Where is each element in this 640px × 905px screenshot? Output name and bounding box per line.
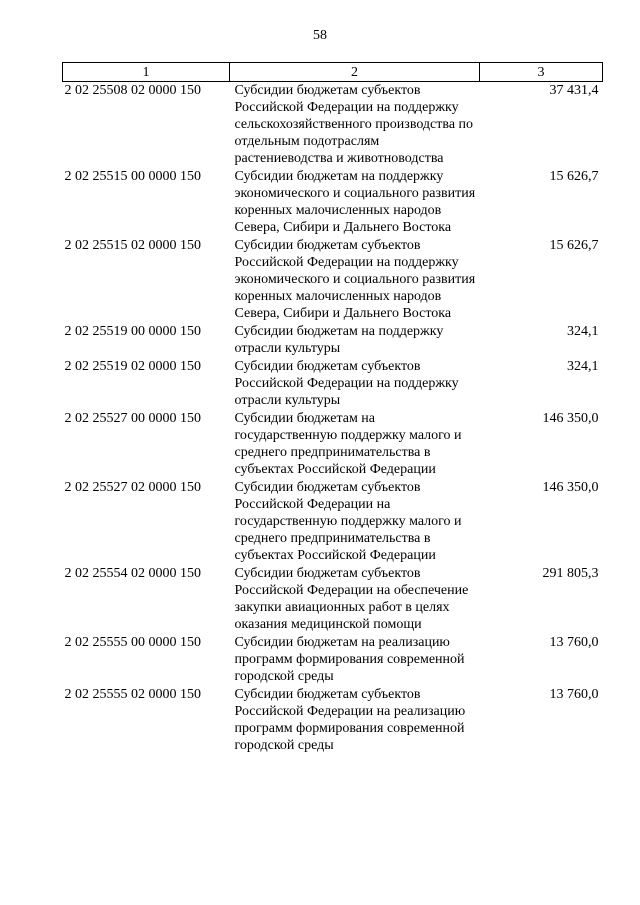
budget-code: 2 02 25554 02 0000 150: [64, 566, 201, 581]
budget-code: 2 02 25527 00 0000 150: [64, 411, 201, 426]
budget-description: Субсидии бюджетам субъектов Российской Федерации на обеспечение закупки авиационных работ в целях оказания медицинской помощи: [234, 566, 469, 632]
budget-amount: 291 805,3: [542, 566, 599, 581]
table-row: [63, 82, 603, 169]
budget-code: 2 02 25527 02 0000 150: [64, 480, 201, 495]
column-header-description: 2: [230, 63, 480, 82]
budget-amount: 15 626,7: [549, 238, 599, 253]
budget-amount: 324,1: [567, 359, 599, 374]
budget-description: Субсидии бюджетам на поддержку экономического и социального развития коренных малочисленных народов Севера, Сибири и Дальнего Востока: [234, 169, 476, 235]
budget-description: Субсидии бюджетам субъектов Российской Федерации на поддержку сельскохозяйственного производства по отдельным подотраслям растениеводства и животноводства: [234, 83, 474, 166]
table-row: [63, 168, 603, 237]
budget-code: 2 02 25515 00 0000 150: [64, 169, 201, 184]
column-header-amount: 3: [480, 63, 603, 82]
table-row: [63, 479, 603, 565]
budget-amount: 324,1: [567, 324, 599, 339]
budget-description: Субсидии бюджетам субъектов Российской Федерации на поддержку экономического и социального развития коренных малочисленных народов Севера, Сибири и Дальнего Востока: [234, 238, 476, 321]
budget-code: 2 02 25555 00 0000 150: [64, 635, 201, 650]
table-header-row: [63, 63, 603, 82]
budget-code: 2 02 25519 00 0000 150: [64, 324, 201, 339]
budget-code: 2 02 25515 02 0000 150: [64, 238, 201, 253]
table-row: [63, 410, 603, 479]
table-row: [63, 565, 603, 634]
budget-description: Субсидии бюджетам субъектов Российской Федерации на реализацию программ формирования современной городской среды: [234, 687, 466, 753]
budget-description: Субсидии бюджетам на реализацию программ формирования современной городской среды: [234, 635, 465, 684]
budget-description: Субсидии бюджетам субъектов Российской Федерации на государственную поддержку малого и среднего предпринимательства в субъектах Российской Федерации: [234, 480, 462, 563]
table-row: [63, 686, 603, 755]
table-row: [63, 237, 603, 323]
budget-description: Субсидии бюджетам субъектов Российской Федерации на поддержку отрасли культуры: [234, 359, 459, 408]
budget-amount: 37 431,4: [549, 83, 599, 98]
budget-amount: 13 760,0: [549, 687, 599, 702]
budget-amount: 15 626,7: [549, 169, 599, 184]
budget-description: Субсидии бюджетам на поддержку отрасли культуры: [234, 324, 444, 356]
table-row: [63, 634, 603, 686]
budget-amount: 146 350,0: [542, 411, 599, 426]
page-number: 58: [313, 28, 327, 43]
table-row: [63, 323, 603, 358]
budget-amount: 13 760,0: [549, 635, 599, 650]
budget-code: 2 02 25555 02 0000 150: [64, 687, 201, 702]
table-row: [63, 358, 603, 410]
budget-amount: 146 350,0: [542, 480, 599, 495]
budget-table: [62, 62, 603, 755]
budget-code: 2 02 25508 02 0000 150: [64, 83, 201, 98]
budget-description: Субсидии бюджетам на государственную поддержку малого и среднего предпринимательства в субъектах Российской Федерации: [234, 411, 462, 477]
budget-code: 2 02 25519 02 0000 150: [64, 359, 201, 374]
column-header-code: 1: [63, 63, 230, 82]
